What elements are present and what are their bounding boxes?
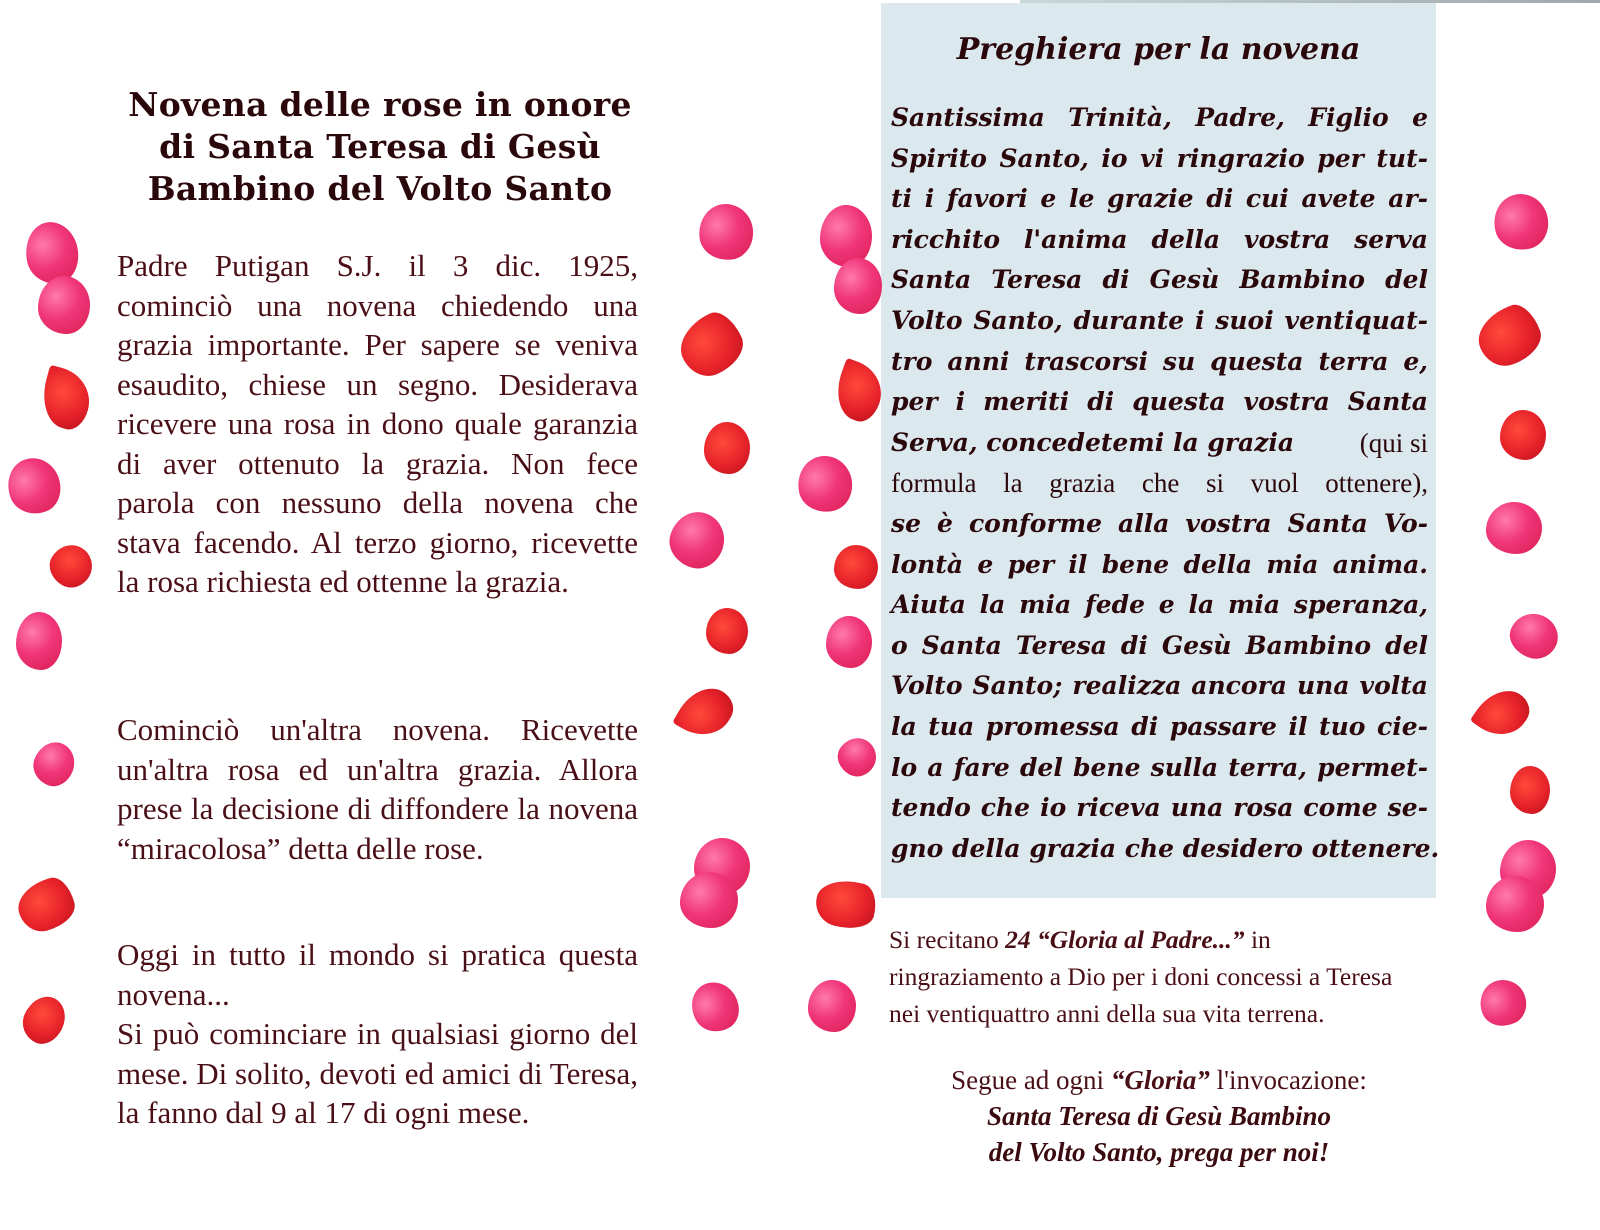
paragraph-text: Padre Putigan S.J. il 3 dic. 1925, cominciò una novena chiedendo una grazia importante. Per sapere se veniva esaudito, chiese un segno. Desiderava ricevere una rosa in dono quale garanzia di aver ottenuto la grazia. Non fece parola con nessuno della novena che stava facendo. Al terzo giorno, ricevette la rosa richiesta ed ottenne la grazia. <box>117 248 638 599</box>
prayer-line: Aiuta la mia fede e la mia speranza, <box>891 590 1428 620</box>
rose-petal-icon <box>28 736 81 791</box>
rose-petal-icon <box>16 612 62 670</box>
paragraph-text: Cominciò un'altra novena. Ricevette un'altra rosa ed un'altra grazia. Allora prese la decisione di diffondere la novena “miracolosa” detta delle rose. <box>117 712 638 866</box>
rose-petal-icon <box>834 545 878 589</box>
invocation-instruction <box>889 1062 1429 1170</box>
rose-petal-icon <box>683 974 748 1040</box>
rose-petal-icon <box>42 537 99 594</box>
prayer-aside: (qui si <box>1359 427 1428 458</box>
rose-petal-icon <box>820 205 872 267</box>
invocation-line: Santa Teresa di Gesù Bambino <box>986 1101 1332 1131</box>
prayer-line: se è conforme alla vostra Santa Vo- <box>891 508 1428 538</box>
title-line: Bambino del Volto Santo <box>147 169 613 208</box>
story-paragraph-1 <box>117 246 638 602</box>
rose-petal-icon <box>35 365 96 433</box>
prayer-line-with-aside <box>891 423 1428 464</box>
note-text: Segue ad ogni <box>951 1065 1111 1095</box>
prayer-line: Volto Santo, durante i suoi ventiquat- <box>891 305 1428 335</box>
note-text: l'invocazione: <box>1209 1065 1367 1095</box>
rose-petal-icon <box>671 306 752 385</box>
prayer-line: lontà e per il bene della mia anima. <box>891 549 1428 579</box>
rose-petal-icon <box>16 990 73 1050</box>
left-page-title <box>110 84 650 210</box>
rose-petal-icon <box>1486 502 1542 554</box>
note-text: Si recitano <box>889 925 1006 954</box>
rose-petal-icon <box>1486 876 1544 932</box>
rose-petal-icon <box>695 201 756 264</box>
rose-petal-icon <box>38 276 90 334</box>
prayer-line: gno della grazia che desidero ottenere. <box>891 833 1440 863</box>
note-text: in ringraziamento a Dio per i doni concessi a Teresa nei ventiquattro anni della sua vita terrena. <box>889 925 1393 1028</box>
invocation-line: del Volto Santo, prega per noi! <box>988 1137 1330 1167</box>
rose-petal-icon <box>831 731 883 783</box>
rose-petal-icon <box>834 258 882 314</box>
prayer-title: Preghiera per la novena <box>956 32 1361 67</box>
rose-petal-icon <box>1504 607 1564 665</box>
note-emphasis: 24 “Gloria al Padre...” <box>1005 925 1245 954</box>
prayer-line: o Santa Teresa di Gesù Bambino del <box>891 630 1428 660</box>
prayer-line: Volto Santo; realizza ancora una volta <box>891 671 1428 701</box>
rose-petal-icon <box>704 422 750 474</box>
rose-petal-icon <box>1470 299 1547 373</box>
rose-petal-icon <box>1500 410 1546 460</box>
prayer-text <box>891 98 1440 869</box>
rose-petal-icon <box>793 451 857 517</box>
prayer-line: Serva, concedetemi la grazia <box>891 427 1295 457</box>
rose-petal-icon <box>12 874 79 937</box>
rose-petal-icon <box>706 608 748 654</box>
prayer-line: ti i favori e le grazie di cui avete ar- <box>891 184 1428 214</box>
paragraph-text: Oggi in tutto il mondo si pratica questa novena... <box>117 937 638 1012</box>
rose-petal-icon <box>826 616 872 668</box>
paragraph-text: Si può cominciare in qualsiasi giorno del mese. Di solito, devoti ed amici di Teresa, la fanno dal 9 al 17 di ogni mese. <box>117 1016 638 1130</box>
prayer-line: lo a fare del bene sulla terra, permet- <box>891 752 1428 782</box>
prayer-line: Santissima Trinità, Padre, Figlio e <box>891 103 1428 132</box>
rose-petal-icon <box>1488 188 1555 256</box>
rose-petal-icon <box>1510 766 1550 814</box>
prayer-line-plain: formula la grazia che si vuol ottenere), <box>891 468 1428 499</box>
prayer-line: per i meriti di questa vostra Santa <box>891 387 1428 417</box>
prayer-line: Santa Teresa di Gesù Bambino del <box>891 265 1428 295</box>
prayer-line: ricchito l'anima della vostra serva <box>891 224 1428 254</box>
story-paragraph-3 <box>117 935 638 1133</box>
prayer-line: la tua promessa di passare il tuo cie- <box>891 711 1428 741</box>
prayer-line: tro anni trascorsi su questa terra e, <box>891 346 1428 376</box>
prayer-line: tendo che io riceva una rosa come se- <box>891 793 1428 823</box>
title-line: di Santa Teresa di Gesù <box>159 127 601 166</box>
rose-petal-icon <box>680 872 738 928</box>
rose-petal-icon <box>808 980 856 1032</box>
rose-petal-icon <box>672 677 740 746</box>
prayer-line: Spirito Santo, io vi ringrazio per tut- <box>891 143 1428 173</box>
rose-petal-icon <box>0 451 68 521</box>
gloria-instruction <box>889 921 1429 1032</box>
rose-petal-icon <box>1470 679 1536 746</box>
note-emphasis: “Gloria” <box>1110 1065 1210 1095</box>
rose-petal-icon <box>1472 972 1533 1033</box>
rose-petal-icon <box>664 506 731 574</box>
story-paragraph-2 <box>117 710 638 868</box>
title-line: Novena delle rose in onore <box>128 85 632 124</box>
rose-petal-icon <box>811 873 881 935</box>
